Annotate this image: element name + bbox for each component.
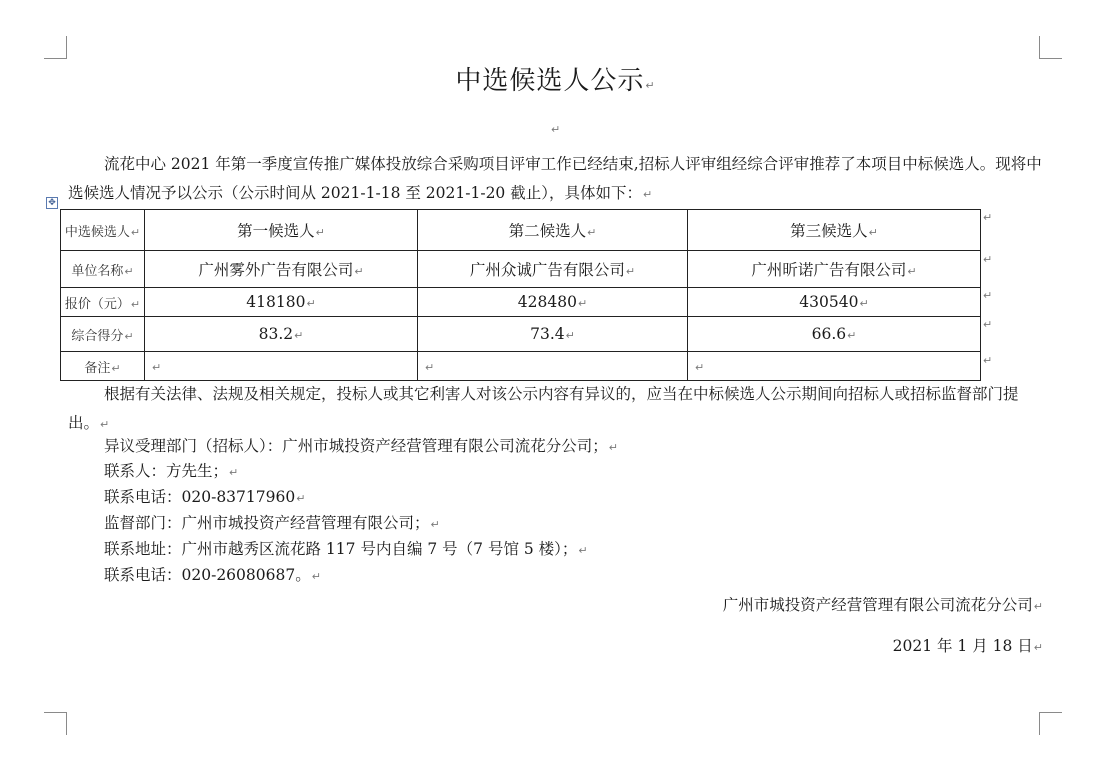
- intro-paragraph[interactable]: [68, 150, 1043, 209]
- price-value-3: 430540: [799, 293, 859, 311]
- paragraph-mark-icon: ↵: [1033, 641, 1043, 654]
- cell-mark-icon: ↵: [130, 297, 141, 311]
- document-title[interactable]: [0, 60, 1111, 97]
- header-third-candidate: 第三候选人: [790, 222, 868, 240]
- date-line[interactable]: [893, 634, 1043, 656]
- contact-line[interactable]: [104, 562, 321, 590]
- paragraph-mark-icon: ↵: [578, 544, 588, 557]
- price-cell-2[interactable]: [418, 288, 688, 317]
- row-end-mark-icon: ↵: [983, 289, 993, 302]
- company-name-1: 广州雾外广告有限公司: [198, 261, 354, 279]
- signature-line[interactable]: [723, 593, 1043, 615]
- row-label-note: 备注: [84, 360, 111, 376]
- cell-mark-icon: ↵: [306, 297, 316, 310]
- note-cell-2[interactable]: [418, 352, 688, 381]
- header-first-candidate: 第一候选人: [237, 222, 315, 240]
- header-label: 中选候选人: [64, 224, 130, 240]
- score-cell-2[interactable]: [418, 317, 688, 352]
- contact-line[interactable]: [104, 484, 305, 512]
- cell-mark-icon: ↵: [152, 361, 162, 374]
- company-cell-2[interactable]: [418, 251, 688, 288]
- score-value-3: 66.6: [811, 325, 847, 343]
- paragraph-mark-icon: ↵: [608, 441, 618, 454]
- table-row-score: [61, 317, 981, 352]
- cell-mark-icon: ↵: [695, 361, 705, 374]
- score-value-1: 83.2: [258, 325, 294, 343]
- empty-paragraph[interactable]: [550, 118, 560, 137]
- cell-mark-icon: ↵: [294, 329, 304, 342]
- cell-mark-icon: ↵: [625, 265, 636, 278]
- score-cell-1[interactable]: [145, 317, 418, 352]
- cell-mark-icon: ↵: [859, 297, 869, 310]
- contact-line[interactable]: [104, 458, 238, 486]
- contact-line[interactable]: [104, 433, 618, 461]
- cell-mark-icon: ↵: [565, 329, 575, 342]
- row-end-mark-icon: ↵: [983, 253, 993, 266]
- crop-mark-bottom-left: [44, 712, 67, 735]
- paragraph-mark-icon: ↵: [430, 518, 440, 531]
- row-end-mark-icon: ↵: [983, 354, 993, 367]
- objection-text: 根据有关法律、法规及相关规定，投标人或其它利害人对该公示内容有异议的，应当在中标候选人公示期间向招标人或招标监督部门提出。: [68, 385, 1019, 432]
- price-value-2: 428480: [517, 293, 577, 311]
- row-label-cell[interactable]: [61, 317, 145, 352]
- cell-mark-icon: ↵: [587, 226, 597, 239]
- row-label-price: 报价（元）: [64, 296, 130, 312]
- cell-mark-icon: ↵: [130, 225, 141, 239]
- crop-mark-top-left: [44, 36, 67, 59]
- price-cell-3[interactable]: [688, 288, 981, 317]
- contact-line[interactable]: [104, 510, 440, 538]
- contact-address: 联系地址：广州市越秀区流花路 117 号内自编 7 号（7 号馆 5 楼）；: [104, 540, 578, 558]
- company-name-3: 广州昕诺广告有限公司: [751, 261, 907, 279]
- row-label-score: 综合得分: [71, 328, 124, 344]
- table-row-price: [61, 288, 981, 317]
- note-cell-3[interactable]: [688, 352, 981, 381]
- contact-line[interactable]: [104, 536, 588, 564]
- date-text: 2021 年 1 月 18 日: [892, 637, 1033, 655]
- cell-mark-icon: ↵: [124, 264, 134, 278]
- table-header-row: [61, 210, 981, 251]
- company-cell-1[interactable]: [145, 251, 418, 288]
- paragraph-mark-icon: ↵: [311, 570, 321, 583]
- row-label-company: 单位名称: [71, 263, 124, 279]
- score-value-2: 73.4: [530, 325, 565, 343]
- paragraph-mark-icon: ↵: [100, 418, 110, 431]
- table-row-note: [61, 352, 981, 381]
- title-text: 中选候选人公示: [455, 66, 645, 96]
- cell-mark-icon: ↵: [354, 265, 364, 278]
- row-end-mark-icon: ↵: [983, 318, 993, 331]
- crop-mark-bottom-right: [1039, 712, 1062, 735]
- header-second-candidate: 第二候选人: [508, 222, 587, 240]
- paragraph-mark-icon: ↵: [229, 466, 239, 479]
- cell-mark-icon: ↵: [124, 329, 134, 343]
- paragraph-mark-icon: ↵: [642, 188, 653, 201]
- objection-paragraph[interactable]: [68, 380, 1043, 439]
- table-move-handle-icon[interactable]: ✥: [46, 197, 58, 209]
- company-name-2: 广州众诚广告有限公司: [469, 261, 625, 279]
- objection-dept: 异议受理部门（招标人）：广州市城投资产经营管理有限公司流花分公司；: [104, 437, 608, 455]
- row-label-cell[interactable]: [61, 352, 145, 381]
- row-label-cell[interactable]: [61, 251, 145, 288]
- header-label-cell[interactable]: [61, 210, 145, 251]
- contact-phone-1: 联系电话：020-83717960: [104, 488, 296, 506]
- cell-mark-icon: ↵: [907, 265, 917, 278]
- table-row-company: [61, 251, 981, 288]
- note-cell-1[interactable]: [145, 352, 418, 381]
- paragraph-mark-icon: ↵: [1033, 600, 1043, 613]
- signature-text: 广州市城投资产经营管理有限公司流花分公司: [722, 596, 1033, 614]
- cell-mark-icon: ↵: [868, 226, 878, 239]
- row-end-mark-icon: ↵: [983, 211, 993, 224]
- paragraph-mark-icon: ↵: [645, 79, 656, 92]
- header-cell-1[interactable]: [145, 210, 418, 251]
- cell-mark-icon: ↵: [315, 226, 325, 239]
- contact-phone-2: 联系电话：020-26080687。: [104, 566, 311, 584]
- cell-mark-icon: ↵: [847, 329, 857, 342]
- price-value-1: 418180: [246, 293, 306, 311]
- crop-mark-top-right: [1039, 36, 1062, 59]
- header-cell-3[interactable]: [688, 210, 981, 251]
- row-label-cell[interactable]: [61, 288, 145, 317]
- contact-person: 联系人：方先生；: [104, 462, 229, 480]
- price-cell-1[interactable]: [145, 288, 418, 317]
- supervisor-dept: 监督部门：广州市城投资产经营管理有限公司；: [104, 514, 430, 532]
- paragraph-mark-icon: ↵: [296, 492, 306, 505]
- candidate-table: [60, 209, 981, 381]
- cell-mark-icon: ↵: [111, 361, 121, 375]
- intro-text: 流花中心 2021 年第一季度宣传推广媒体投放综合采购项目评审工作已经结束,招标人评审组经综合评审推荐了本项目中标候选人。现将中选候选人情况予以公示（公示时间从 2021-1-18 至 2021-1-20 截止），具体如下：: [68, 155, 1042, 202]
- company-cell-3[interactable]: [688, 251, 981, 288]
- cell-mark-icon: ↵: [425, 361, 435, 374]
- score-cell-3[interactable]: [688, 317, 981, 352]
- paragraph-mark-icon: ↵: [551, 123, 561, 136]
- header-cell-2[interactable]: [418, 210, 688, 251]
- cell-mark-icon: ↵: [577, 297, 588, 310]
